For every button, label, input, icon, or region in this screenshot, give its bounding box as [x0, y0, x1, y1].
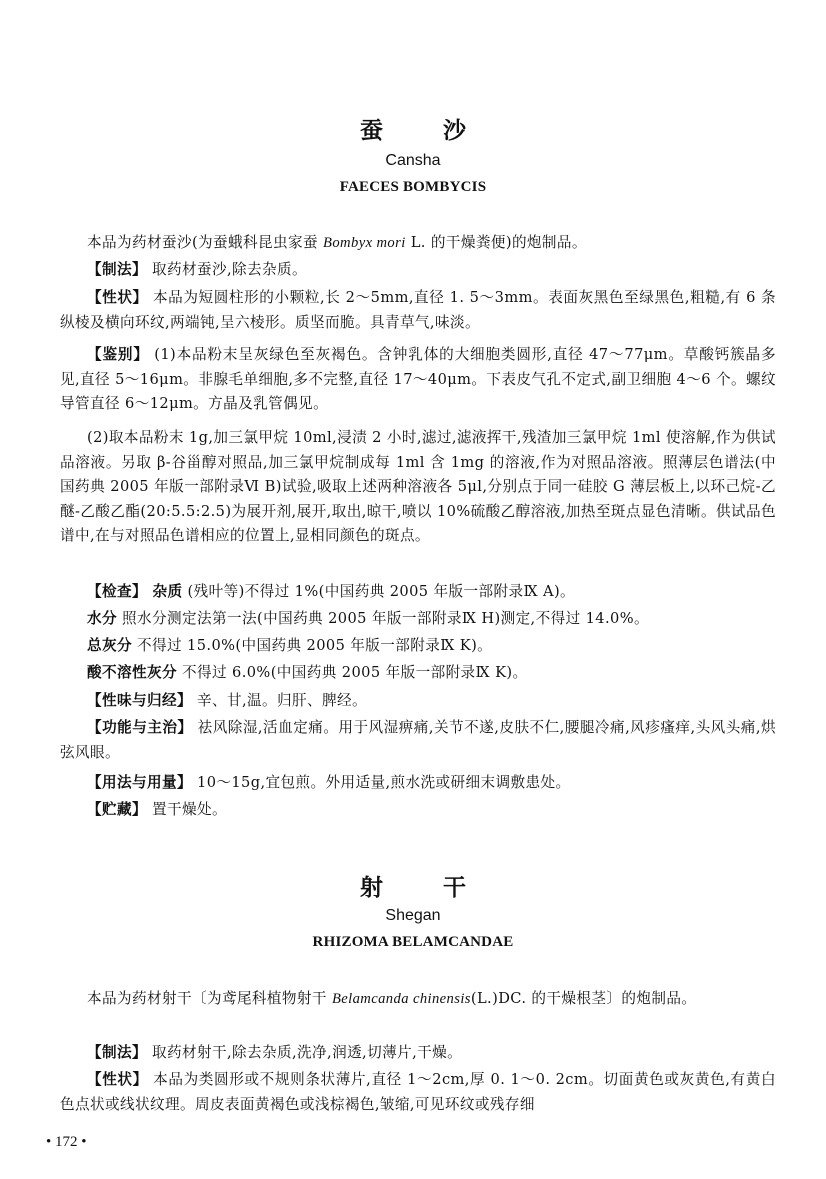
intro-paragraph: 本品为药材蚕沙(为蚕蛾科昆虫家蚕 Bombyx mori L. 的干燥粪便)的炮制品。	[87, 234, 587, 251]
intro-paragraph: 本品为药材射干〔为鸢尾科植物射干 Belamcanda chinensis(L.)DC. 的干燥根茎〕的炮制品。	[87, 990, 697, 1007]
storage-paragraph: 【贮藏】 置干燥处。	[87, 801, 227, 818]
section-label: 酸不溶性灰分	[87, 664, 177, 681]
section-label: 【检查】	[87, 583, 147, 600]
function-indication-paragraph: 【功能与主治】 祛风除湿,活血定痛。用于风湿痹痛,关节不遂,皮肤不仁,腰腿冷痛,风疹瘙痒,头风头痛,烘弦风眼。	[60, 719, 776, 761]
section-label: 【用法与用量】	[87, 774, 192, 791]
acid-insoluble-ash-paragraph: 酸不溶性灰分 不得过 6.0%(中国药典 2005 年版一部附录Ⅸ K)。	[87, 664, 528, 681]
section-label: 总灰分	[87, 637, 132, 654]
total-ash-paragraph: 总灰分 不得过 15.0%(中国药典 2005 年版一部附录Ⅸ K)。	[87, 637, 493, 654]
section-label: 【贮藏】	[87, 801, 147, 818]
section-label: 水分	[87, 610, 117, 627]
processing-paragraph: 【制法】 取药材射干,除去杂质,洗净,润透,切薄片,干燥。	[87, 1044, 463, 1061]
section-label: 【制法】	[87, 261, 147, 278]
entry-title: 射 干	[359, 875, 492, 901]
section-label: 【鉴别】	[87, 346, 149, 363]
page-number: • 172 •	[46, 1134, 87, 1150]
entry-pinyin: Shegan	[385, 907, 441, 924]
section-label: 【性状】	[87, 289, 148, 306]
section-label: 【功能与主治】	[87, 719, 193, 736]
nature-meridian-paragraph: 【性味与归经】 辛、甘,温。归肝、脾经。	[87, 692, 367, 709]
identification-paragraph-1: 【鉴别】 (1)本品粉末呈灰绿色至灰褐色。含钟乳体的大细胞类圆形,直径 47～77μm。草酸钙簇晶多见,直径 5～16μm。非腺毛单细胞,多不完整,直径 17～40μm。下表皮气孔不定式,副卫细胞 4～6 个。螺纹导管直径 6～12μm。方晶及乳管偶见。	[60, 346, 776, 412]
entry-pinyin: Cansha	[385, 152, 441, 169]
moisture-paragraph: 水分 照水分测定法第一法(中国药典 2005 年版一部附录Ⅸ H)测定,不得过 14.0%。	[87, 610, 649, 627]
entry-title: 蚕 沙	[359, 118, 492, 144]
section-label: 【制法】	[87, 1044, 147, 1061]
section-label: 【性状】	[87, 1071, 148, 1088]
description-paragraph: 【性状】 本品为类圆形或不规则条状薄片,直径 1～2cm,厚 0. 1～0. 2cm。切面黄色或灰黄色,有黄白色点状或线状纹理。周皮表面黄褐色或浅棕褐色,皱缩,可见环纹或残存细	[60, 1071, 776, 1113]
processing-paragraph: 【制法】 取药材蚕沙,除去杂质。	[87, 261, 308, 278]
usage-dosage-paragraph: 【用法与用量】 10～15g,宜包煎。外用适量,煎水洗或研细末调敷患处。	[87, 774, 571, 791]
section-label: 【性味与归经】	[87, 692, 192, 709]
description-paragraph: 【性状】 本品为短圆柱形的小颗粒,长 2～5mm,直径 1. 5～3mm。表面灰黑色至绿黑色,粗糙,有 6 条纵棱及横向环纹,两端钝,呈六棱形。质坚而脆。具青草气,味淡。	[60, 289, 776, 331]
entry-latin-name: FAECES BOMBYCIS	[339, 179, 487, 195]
inspection-paragraph: 【检查】 杂质 (残叶等)不得过 1%(中国药典 2005 年版一部附录Ⅸ A)。	[87, 583, 576, 600]
identification-paragraph-2: (2)取本品粉末 1g,加三氯甲烷 10ml,浸渍 2 小时,滤过,滤液挥干,残渣加三氯甲烷 1ml 使溶解,作为供试品溶液。另取 β-谷甾醇对照品,加三氯甲烷制成每 1ml 含 1mg 的溶液,作为对照品溶液。照薄层色谱法(中国药典 2005 年版一部附录Ⅵ B)试验,吸取上述两种溶液各 5μl,分别点于同一硅胶 G 薄层板上,以环己烷-乙醚-乙酸乙酯(20:5.5:2.5)为展开剂,展开,取出,晾干,喷以 10%硫酸乙醇溶液,加热至斑点显色清晰。供试品色谱中,在与对照品色谱相应的位置上,显相同颜色的斑点。	[60, 429, 776, 544]
entry-latin-name: RHIZOMA BELAMCANDAE	[312, 934, 514, 950]
